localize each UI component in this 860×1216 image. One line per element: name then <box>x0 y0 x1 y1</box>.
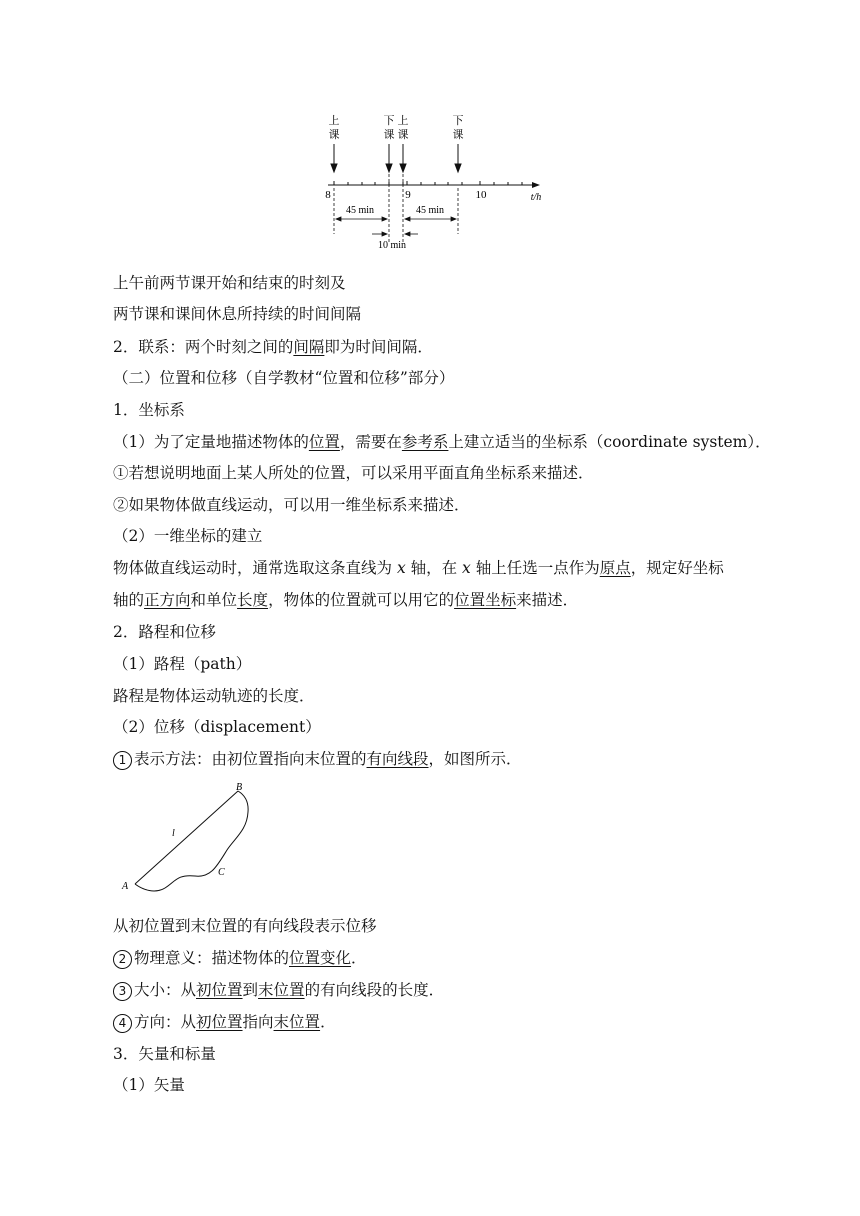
heading-path-displacement: 2．路程和位移 <box>113 623 216 641</box>
heading-displacement: （2）位移（displacement） <box>113 718 321 736</box>
section-heading-position-displacement: （二）位置和位移（自学教材“位置和位移”部分） <box>113 369 455 387</box>
tick-label-10: 10 <box>475 189 487 201</box>
heading-vector: （1）矢量 <box>113 1076 185 1094</box>
paragraph-displacement-4: 4 方向：从初位置指向末位置． <box>113 1012 336 1033</box>
tick-label-8: 8 <box>325 189 331 201</box>
heading-vector-scalar: 3．矢量和标量 <box>113 1045 216 1063</box>
class-timeline-figure <box>300 110 560 255</box>
label-class-end-1-top: 下 <box>383 115 395 127</box>
timeline-caption-1: 上午前两节课开始和结束的时刻及 <box>113 274 346 292</box>
paragraph-coordinate-a: ①若想说明地面上某人所处的位置，可以采用平面直角坐标系来描述． <box>113 464 594 482</box>
paragraph-coordinate-b: ②如果物体做直线运动，可以用一维坐标系来描述． <box>113 496 470 514</box>
label-class-start-1-top: 上 <box>328 115 340 127</box>
paragraph-displacement-1: 1 表示方法：由初位置指向末位置的有向线段，如图所示． <box>113 749 522 770</box>
segment-label-l: l <box>172 828 175 839</box>
point-label-A: A <box>122 881 129 892</box>
label-class-start-2-bottom: 课 <box>397 129 409 141</box>
label-class-end-1-bottom: 课 <box>383 129 395 141</box>
duration-label-1: 45 min <box>345 205 375 216</box>
break-arrows <box>372 232 418 236</box>
duration-label-2: 45 min <box>415 205 445 216</box>
trajectory-curve <box>135 791 248 891</box>
circled-number-2: 2 <box>113 950 132 969</box>
paragraph-1d-line-2: 轴的正方向和单位长度，物体的位置就可以用它的位置坐标来描述． <box>113 591 579 609</box>
point-label-B: B <box>236 782 243 793</box>
label-class-start-2-top: 上 <box>397 115 409 127</box>
down-arrows <box>331 144 461 172</box>
heading-1d-coordinate: （2）一维坐标的建立 <box>113 527 263 545</box>
circled-number-3: 3 <box>113 982 132 1001</box>
break-duration-label: 10 min <box>377 240 407 251</box>
paragraph-1d-line-1: 物体做直线运动时，通常选取这条直线为 x 轴，在 x 轴上任选一点作为原点，规定好坐标 <box>113 559 724 577</box>
displacement-caption: 从初位置到末位置的有向线段表示位移 <box>113 917 377 935</box>
axis-label-time: t/h <box>530 192 542 203</box>
circled-number-1: 1 <box>113 751 132 770</box>
paragraph-coordinate-1: （1）为了定量地描述物体的位置，需要在参考系上建立适当的坐标系（coordinate system）． <box>113 433 771 451</box>
duration-bracket-1 <box>336 217 387 221</box>
label-class-end-2-bottom: 课 <box>452 129 464 141</box>
paragraph-displacement-3: 3 大小：从初位置到末位置的有向线段的长度． <box>113 980 444 1001</box>
paragraph-displacement-2: 2 物理意义：描述物体的位置变化． <box>113 948 367 969</box>
timeline-caption-2: 两节课和课间休息所持续的时间间隔 <box>113 305 362 323</box>
circled-number-4: 4 <box>113 1014 132 1033</box>
duration-bracket-2 <box>405 217 456 221</box>
time-axis <box>328 181 534 185</box>
heading-path: （1）路程（path） <box>113 655 252 673</box>
paragraph-relation: 2．联系：两个时刻之间的间隔即为时间间隔． <box>113 338 433 356</box>
label-class-end-2-top: 下 <box>452 115 464 127</box>
displacement-figure <box>115 778 265 898</box>
curve-label-C: C <box>218 867 225 878</box>
paragraph-path: 路程是物体运动轨迹的长度． <box>113 687 315 705</box>
label-class-start-1-bottom: 课 <box>328 129 340 141</box>
heading-coordinate-system: 1．坐标系 <box>113 401 185 419</box>
tick-label-9: 9 <box>405 189 411 201</box>
